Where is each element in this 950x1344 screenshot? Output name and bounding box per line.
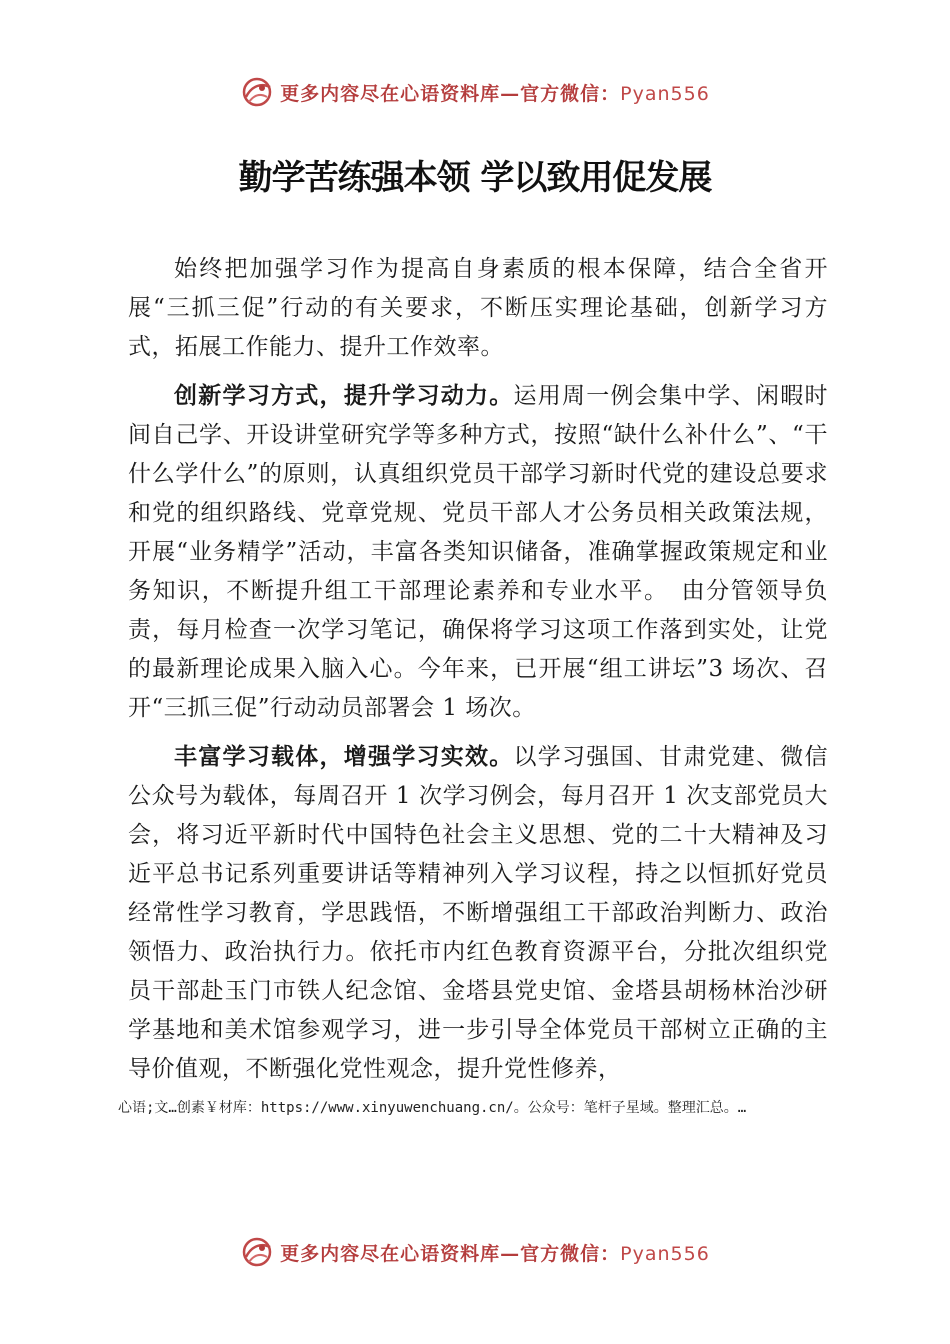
wechat-id: Pyan556	[620, 1242, 710, 1265]
intro-paragraph: 始终把加强学习作为提高自身素质的根本保障，结合全省开展“三抓三促”行动的有关要求，不断压实理论基础，创新学习方式，拓展工作能力、提升工作效率。	[128, 256, 828, 360]
banner-text: 更多内容尽在心语资料库—官方微信：Pyan556	[280, 1242, 710, 1265]
swirl-logo-icon	[240, 1235, 274, 1269]
section-paragraph	[128, 738, 828, 1089]
header-banner	[0, 72, 950, 112]
source-footnote: 心语;文…创素￥材库：https://www.xinyuwenchuang.cn/。公众号：笔杆子星域。整理汇总。…	[118, 1100, 747, 1116]
section-body: 以学习强国、甘肃党建、微信公众号为载体，每周召开 1 次学习例会，每月召开 1 次支部党员大会，将习近平新时代中国特色社会主义思想、党的二十大精神及习近平总书记系列重要讲话等精神列入学习议程，持之以恒抓好党员经常性学习教育，学思践悟，不断增强组工干部政治判断力、政治领悟力、政治执行力。依托市内红色教育资源平台，分批次组织党员干部赴玉门市铁人纪念馆、金塔县党史馆、金塔县胡杨林治沙研学基地和美术馆参观学习，进一步引导全体党员干部树立正确的主导价值观，不断强化党性观念，提升党性修养，	[128, 744, 828, 1082]
section-paragraph	[128, 377, 828, 728]
wechat-id: Pyan556	[620, 82, 710, 105]
document-body	[128, 250, 828, 1099]
footer-banner	[0, 1232, 950, 1272]
swirl-logo-icon	[240, 75, 274, 109]
section-lead: 丰富学习载体，增强学习实效。	[174, 744, 514, 770]
section-lead: 创新学习方式，提升学习动力。	[174, 383, 514, 409]
section-body: 运用周一例会集中学、闲暇时间自己学、开设讲堂研究学等多种方式，按照“缺什么补什么”、“干什么学什么”的原则，认真组织党员干部学习新时代党的建设总要求和党的组织路线、党章党规、党员干部人才公务员相关政策法规，开展“业务精学”活动，丰富各类知识储备，准确掌握政策规定和业务知识，不断提升组工干部理论素养和专业水平。 由分管领导负责，每月检查一次学习笔记，确保将学习这项工作落到实处，让党的最新理论成果入脑入心。今年来，已开展“组工讲坛”3 场次、召开“三抓三促”行动动员部署会 1 场次。	[128, 383, 828, 721]
document-title: 勤学苦练强本领 学以致用促发展	[238, 158, 712, 198]
banner-text: 更多内容尽在心语资料库—官方微信：Pyan556	[280, 82, 710, 105]
